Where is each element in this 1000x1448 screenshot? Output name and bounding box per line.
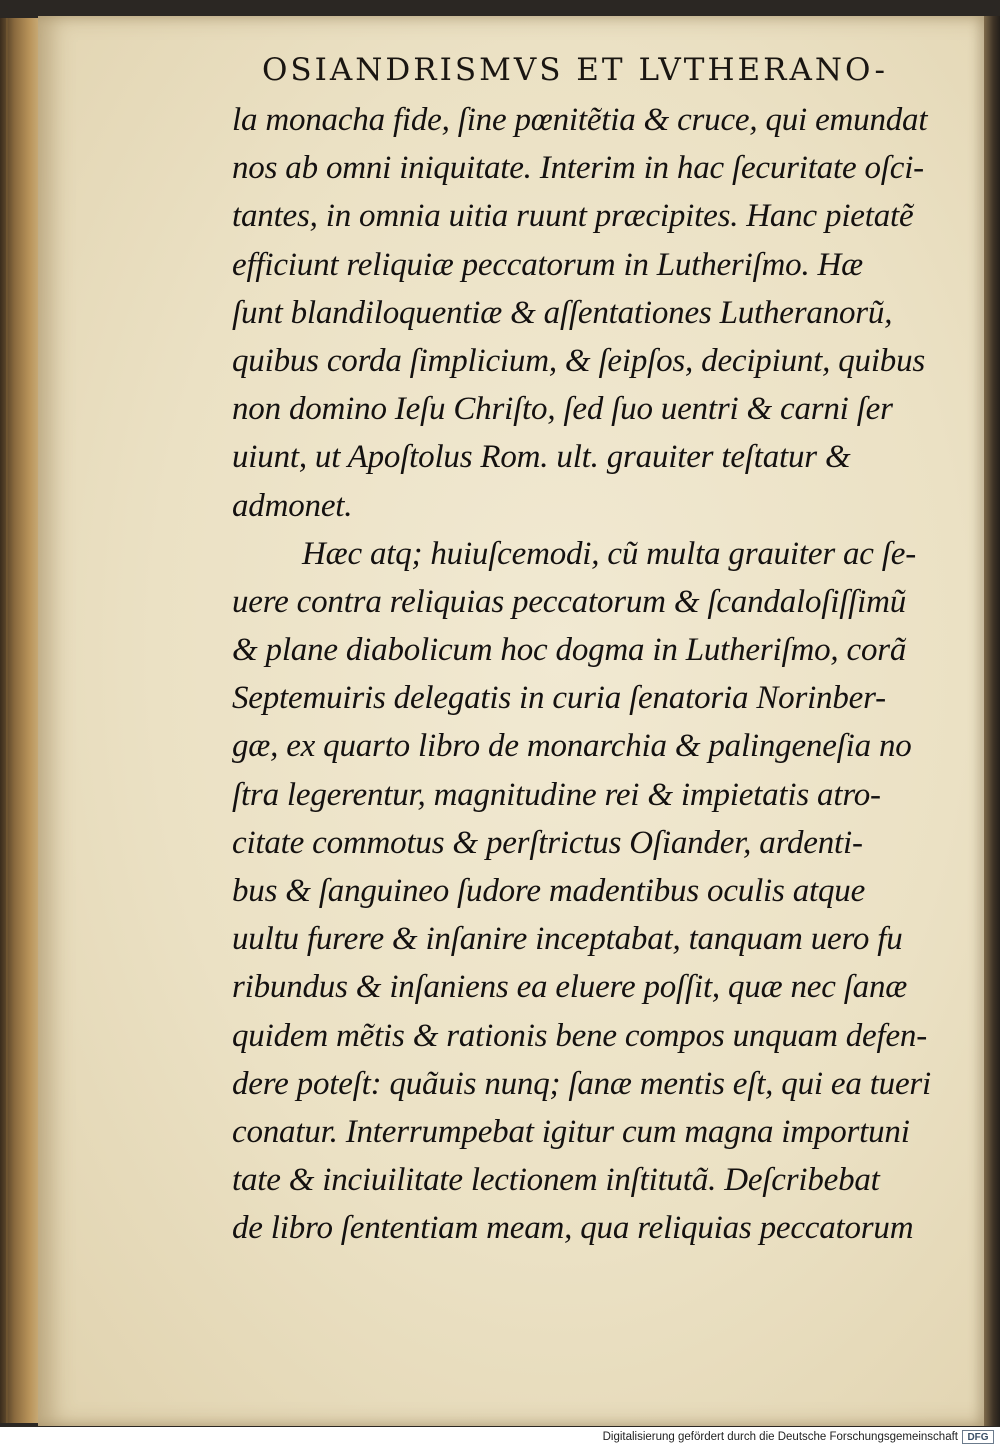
text-line: ſtra legerentur, magnitudine rei & impietatis atro- [232,776,881,813]
text-line: conatur. Interrumpebat igitur cum magna importuni [232,1113,910,1150]
page-edge-left [0,18,42,1423]
page-edge-right [984,16,1000,1426]
footer-bar [0,1427,1000,1448]
text-line: non domino Ieſu Chriſto, ſed ſuo uentri & carni ſer [232,391,893,428]
running-head: OSIANDRISMVS ET LVTHERANO- [262,52,888,88]
text-line: uere contra reliquias peccatorum & ſcandaloſiſſimũ [232,583,907,620]
text-line: ribundus & inſaniens ea eluere poſſit, quæ nec ſanæ [232,969,908,1006]
dfg-logo: DFG [962,1430,994,1444]
body-text [232,96,944,1253]
text-line: gæ, ex quarto libro de monarchia & palingeneſia no [232,728,912,765]
text-line: admonet. [232,487,353,524]
text-line: uiunt, ut Apoſtolus Rom. ult. grauiter teſtatur & [232,439,851,476]
text-line: tate & inciuilitate lectionem inſtitutã. Deſcribebat [232,1162,880,1199]
footer-credit: Digitalisierung gefördert durch die Deutsche Forschungsgemeinschaft [602,1431,958,1443]
text-line: tantes, in omnia uitia ruunt præcipites. Hanc pietatẽ [232,198,914,235]
text-line: ſunt blandiloquentiæ & aſſentationes Lutheranorũ, [232,294,893,331]
text-line: bus & ſanguineo ſudore madentibus oculis atque [232,873,866,909]
text-line: uultu furere & inſanire inceptabat, tanquam uero fu [232,921,903,958]
text-line: citate commotus & perſtrictus Oſiander, ardenti- [232,824,863,861]
text-line: efficiunt reliquiæ peccatorum in Lutheriſmo. Hæ [232,246,863,283]
text-line: nos ab omni iniquitate. Interim in hac ſecuritate oſci- [232,150,924,187]
text-line: la monacha fide, ſine pœnitẽtia & cruce, qui emundat [232,102,928,138]
text-line: de libro ſententiam meam, qua reliquias peccatorum [232,1210,914,1247]
text-line: quibus corda ſimplicium, & ſeipſos, decipiunt, quibus [232,342,926,379]
text-line: quidem mẽtis & rationis bene compos unquam defen- [232,1017,928,1054]
text-line: dere poteſt: quãuis nunq; ſanæ mentis eſt, qui ea tueri [232,1065,932,1102]
text-line: Septemuiris delegatis in curia ſenatoria Norinber- [232,680,886,717]
text-line: & plane diabolicum hoc dogma in Lutheriſmo, corã [232,632,907,669]
text-line: Hæc atq; huiuſcemodi, cũ multa grauiter ac ſe- [302,535,917,572]
